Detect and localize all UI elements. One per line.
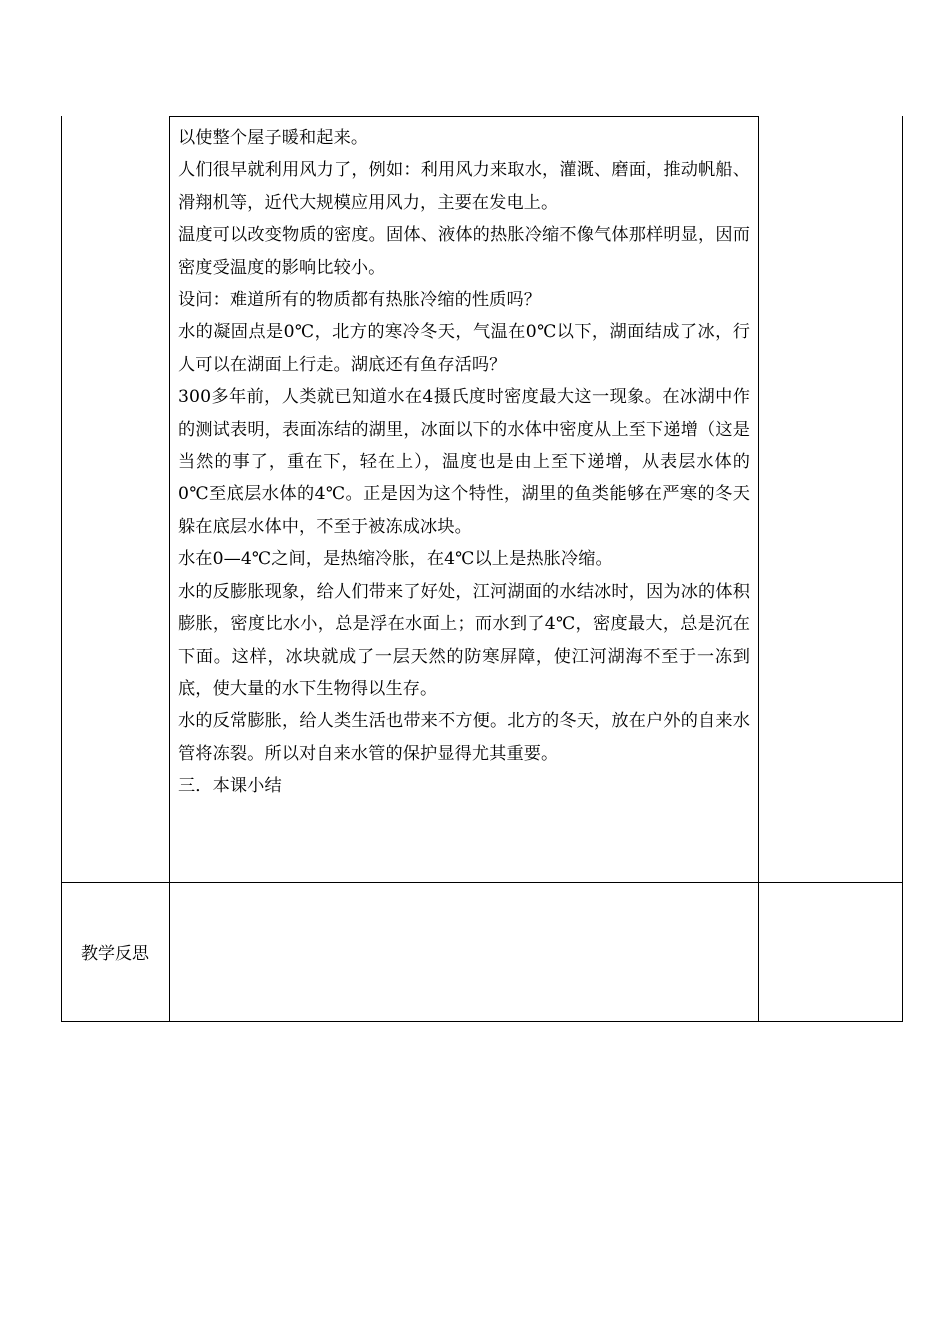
paragraph: 水的凝固点是0℃，北方的寒冷冬天，气温在0℃以下，湖面结成了冰，行人可以在湖面上行走。湖底还有鱼存活吗？ <box>178 322 750 375</box>
lesson-content-cell <box>170 116 758 881</box>
reflection-label: 教学反思 <box>81 943 149 964</box>
paragraph: 温度可以改变物质的密度。固体、液体的热胀冷缩不像气体那样明显，因而密度受温度的影响比较小。 <box>178 225 750 278</box>
paragraph: 人们很早就利用风力了，例如：利用风力来取水，灌溉、磨面，推动帆船、滑翔机等，近代大规模应用风力，主要在发电上。 <box>178 160 750 213</box>
paragraph: 水在0—4℃之间，是热缩冷胀，在4℃以上是热胀冷缩。 <box>178 549 613 570</box>
paragraph: 300多年前，人类就已知道水在4摄氏度时密度最大这一现象。在冰湖中作的测试表明，表面冻结的湖里，冰面以下的水体中密度从上至下递增（这是当然的事了，重在下，轻在上），温度也是由上至下递增，从表层水体的0℃至底层水体的4℃。正是因为这个特性，湖里的鱼类能够在严寒的冬天躲在底层水体中，不至于被冻成冰块。 <box>178 387 750 537</box>
table-right-border <box>902 116 903 1021</box>
paragraph: 水的反膨胀现象，给人们带来了好处，江河湖面的水结冰时，因为冰的体积膨胀，密度比水小，总是浮在水面上；而水到了4℃，密度最大，总是沉在下面。这样，冰块就成了一层天然的防寒屏障，使江河湖海不至于一冻到底，使大量的水下生物得以生存。 <box>178 581 750 699</box>
paragraph: 水的反常膨胀，给人类生活也带来不方便。北方的冬天，放在户外的自来水管将冻裂。所以对自来水管的保护显得尤其重要。 <box>178 711 750 764</box>
section-heading: 三．本课小结 <box>178 776 282 797</box>
paragraph: 设问：难道所有的物质都有热胀冷缩的性质吗？ <box>178 290 542 311</box>
table-inner-border-right <box>758 116 759 1021</box>
paragraph: 以使整个屋子暖和起来。 <box>178 128 369 148</box>
table-bottom-border <box>61 1021 903 1022</box>
row-divider <box>61 882 903 883</box>
